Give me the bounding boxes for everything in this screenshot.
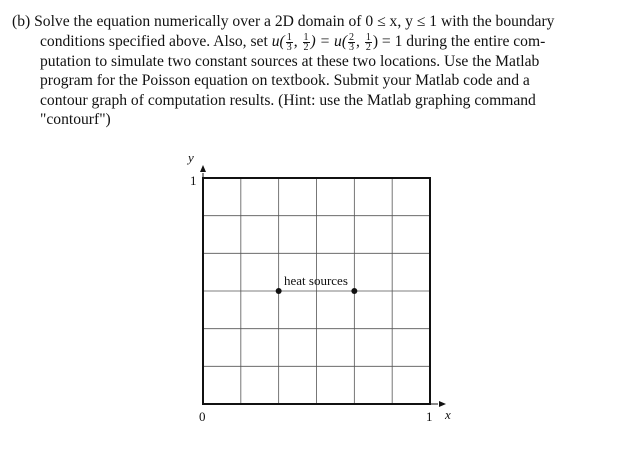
problem-text-2f: ) = 1 during the entire com- [372,32,546,50]
heat-sources-annotation: heat sources [284,273,348,288]
y-axis-label: y [188,150,194,165]
problem-line-3: putation to simulate two constant sources at these two locations. Use the Matlab [40,52,540,70]
heat-source-point [351,288,357,294]
x-tick-label: 1 [426,409,433,424]
problem-line-6: "contourf") [40,111,111,129]
fraction-1-2: $\frac{1}{2}$ [303,31,309,53]
y-axis-arrow-icon [200,165,206,172]
heat-source-point [276,288,282,294]
fraction-1-2-b: $\frac{1}{2}$ [365,31,371,53]
grid-lines [203,178,430,404]
problem-line-4: program for the Poisson equation on textbook. Submit your Matlab code and a [40,72,530,90]
x-axis-label: x [445,407,451,422]
fraction-1-3: $\frac{1}{3}$ [286,31,292,53]
problem-line-5: contour graph of computation results. (Hint: use the Matlab graphing command [40,91,536,109]
math-u-2: ) = u( [310,32,348,50]
origin-label: 0 [199,409,206,424]
problem-text-2a: conditions specified above. Also, set [40,32,268,50]
problem-text-1: Solve the equation numerically over a 2D domain of 0 ≤ x, y ≤ 1 with the boundary [34,13,555,30]
fraction-2-3: $\frac{2}{3}$ [349,31,355,53]
math-comma-1: , [293,32,302,50]
problem-label: (b) [12,13,31,30]
y-tick-label: 1 [190,173,197,188]
math-comma-2: , [356,32,364,50]
math-u-1: u( [271,32,285,50]
